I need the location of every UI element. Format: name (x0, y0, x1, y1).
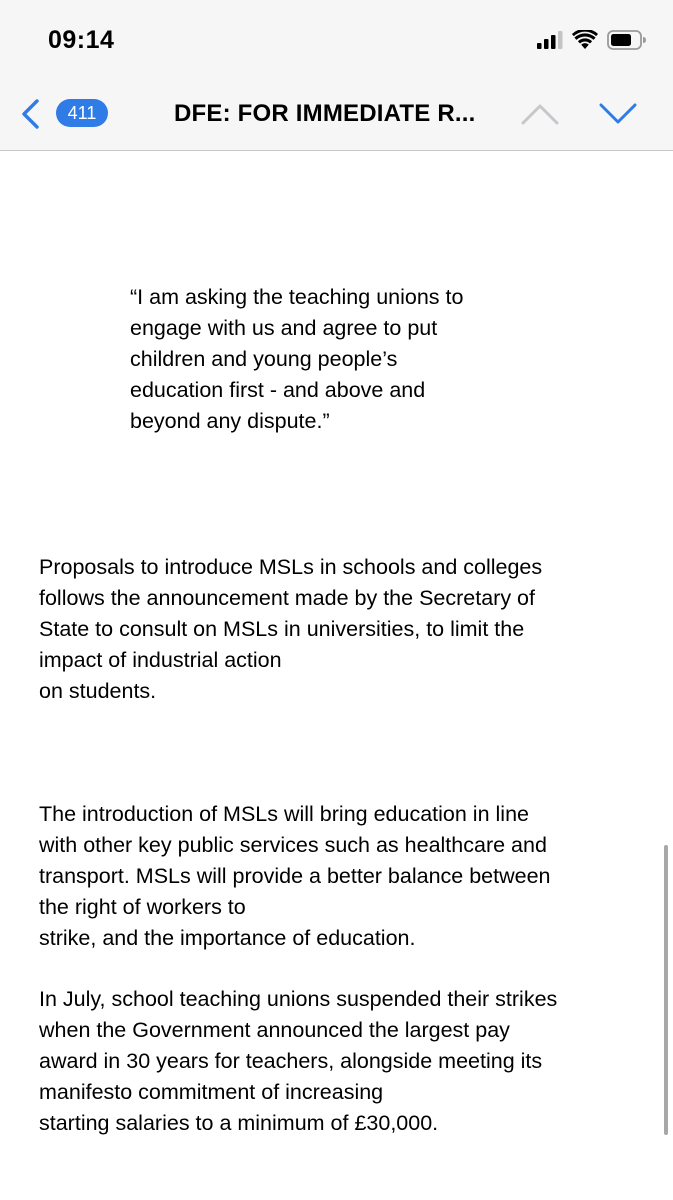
unread-count-badge[interactable]: 411 (56, 99, 108, 127)
previous-message-button[interactable] (520, 102, 560, 126)
scroll-indicator[interactable] (664, 845, 668, 1135)
back-button[interactable] (18, 98, 46, 130)
next-message-button[interactable] (598, 102, 638, 126)
quote-paragraph: “I am asking the teaching unions to engage with us and agree to put children and young people’s education first - and above and beyond any dispute.” (130, 285, 464, 433)
body-paragraph-2: The introduction of MSLs will bring education in line with other key public services such as healthcare and transport. MSLs will provide a better balance between the right of workers to strike, and the importance of education. (39, 802, 551, 950)
email-subject-title: DFE: FOR IMMEDIATE R... (174, 100, 476, 127)
body-paragraph-3: In July, school teaching unions suspended their strikes when the Government announced the largest pay award in 30 years for teachers, alongside meeting its manifesto commitment of increasing starting salaries to a minimum of £30,000. (39, 987, 558, 1135)
status-time: 09:14 (48, 26, 115, 54)
wifi-icon (572, 30, 598, 50)
chevron-up-icon (520, 102, 560, 126)
email-body (0, 151, 673, 1200)
chevron-down-icon (598, 102, 638, 126)
battery-icon (607, 30, 647, 50)
status-icons (537, 28, 647, 52)
navigation-bar (0, 78, 673, 151)
body-paragraph-1: Proposals to introduce MSLs in schools and colleges follows the announcement made by the Secretary of State to consult on MSLs in universities, to limit the impact of industrial action on students. (39, 555, 543, 703)
chevron-left-icon (18, 98, 46, 130)
status-bar (0, 0, 673, 78)
cellular-signal-icon (537, 31, 563, 49)
